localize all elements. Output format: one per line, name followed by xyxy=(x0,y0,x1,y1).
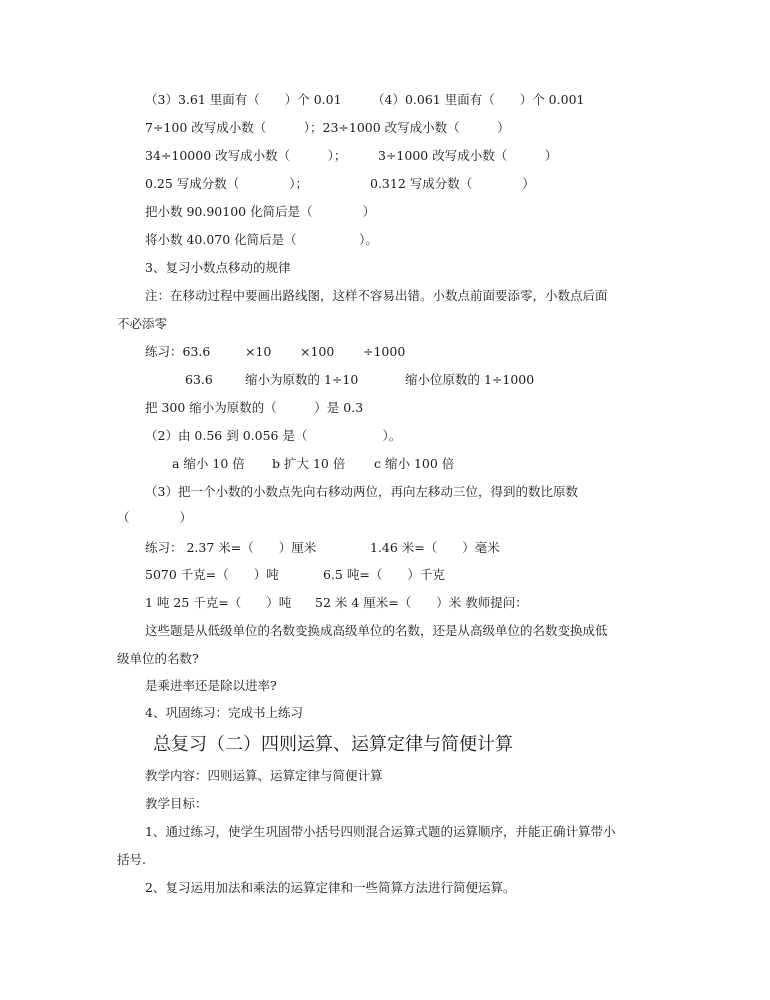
text-line: 将小数 40.070 化简后是（ ）。 xyxy=(145,232,378,247)
text-line: 练习：63.6 xyxy=(145,344,211,359)
text-line: 1、通过练习，使学生巩固带小括号四则混合运算式题的运算顺序，并能正确计算带小 xyxy=(145,824,616,839)
text-line: （4）0.061 里面有（ ）个 0.001 xyxy=(372,92,585,107)
text-line: 2、复习运用加法和乘法的运算定律和一些简算方法进行简便运算。 xyxy=(145,880,516,895)
text-line: 6.5 吨=（ ）千克 xyxy=(323,567,445,582)
text-line: 括号. xyxy=(117,852,146,867)
text-line: 34÷10000 改写成小数（ ）； xyxy=(145,148,347,163)
section-heading: 4、巩固练习：完成书上练习 xyxy=(145,705,303,720)
text-line: 0.25 写成分数（ ）； xyxy=(145,176,309,191)
text-line: （2）由 0.56 到 0.056 是（ ）。 xyxy=(145,428,402,443)
text-line: 7÷100 改写成小数（ ）；23÷1000 改写成小数（ ） xyxy=(145,120,510,135)
text-line: （ ） xyxy=(117,510,193,525)
text-line: 教学内容：四则运算、运算定律与简便计算 xyxy=(145,768,383,783)
text-line: 缩小位原数的 1÷1000 xyxy=(405,372,535,387)
text-line: （3）3.61 里面有（ ）个 0.01 xyxy=(145,92,342,107)
text-line: 注：在移动过程中要画出路线图，这样不容易出错。小数点前面要添零，小数点后面 xyxy=(145,288,608,303)
text-line: 这些题是从低级单位的名数变换成高级单位的名数，还是从高级单位的名数变换成低 xyxy=(145,623,608,638)
text-line: 练习： 2.37 米=（ ）厘米 xyxy=(145,540,317,555)
text-line: ×100 xyxy=(300,344,335,359)
text-line: 5070 千克=（ ）吨 xyxy=(145,567,279,582)
section-heading: 3、复习小数点移动的规律 xyxy=(145,260,291,275)
text-line: 1 吨 25 千克=（ ）吨 xyxy=(145,595,292,610)
choice-option: b 扩大 10 倍 xyxy=(272,456,346,471)
text-line: ×10 xyxy=(245,344,272,359)
page-title: 总复习（二）四则运算、运算定律与简便计算 xyxy=(153,734,513,755)
text-line: 把小数 90.90100 化简后是（ ） xyxy=(145,204,376,219)
text-line: 级单位的名数? xyxy=(117,651,199,666)
text-line: 0.312 写成分数（ ） xyxy=(370,176,535,191)
text-line: 1.46 米=（ ）毫米 xyxy=(370,540,500,555)
text-line: 缩小为原数的 1÷10 xyxy=(245,372,359,387)
text-line: （3）把一个小数的小数点先向右移动两位，再向左移动三位，得到的数比原数 xyxy=(145,484,578,499)
text-line: 52 米 4 厘米=（ ）米 教师提问： xyxy=(315,595,528,610)
choice-option: a 缩小 10 倍 xyxy=(172,456,245,471)
text-line: ÷1000 xyxy=(363,344,406,359)
text-line: 3÷1000 改写成小数（ ） xyxy=(378,148,558,163)
text-line: 不必添零 xyxy=(117,316,168,331)
text-line: 教学目标： xyxy=(145,796,208,811)
text-line: 是乘进率还是除以进率? xyxy=(145,678,277,693)
text-line: 把 300 缩小为原数的（ ）是 0.3 xyxy=(145,400,364,415)
text-line: 63.6 xyxy=(185,372,213,387)
choice-option: c 缩小 100 倍 xyxy=(374,456,455,471)
